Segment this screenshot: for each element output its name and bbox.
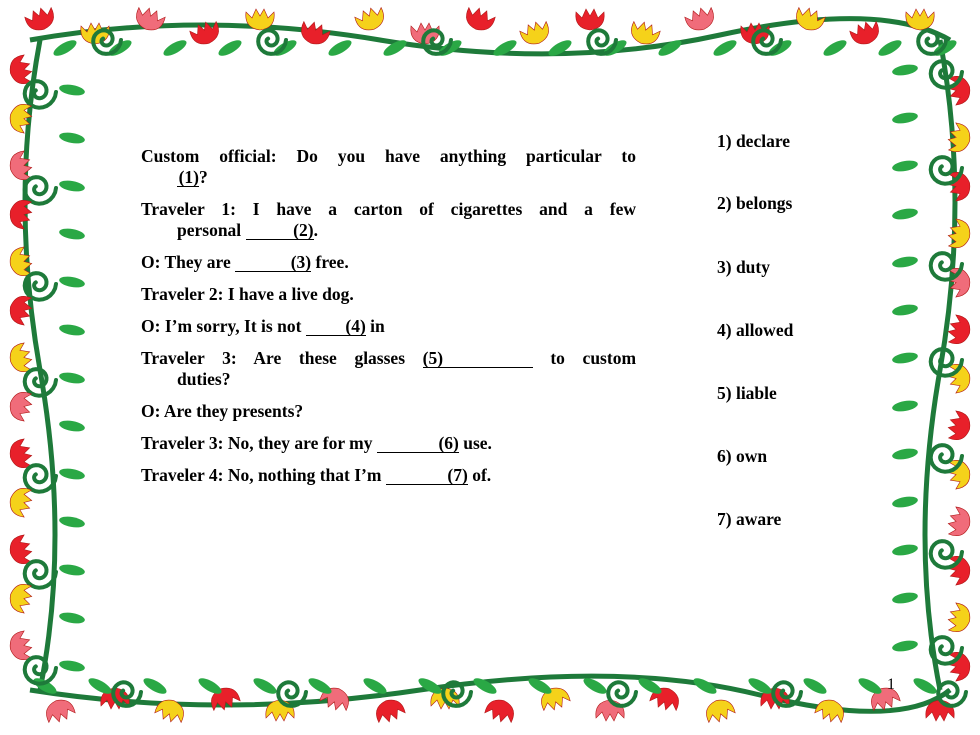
dialog-line-5	[141, 316, 636, 337]
leaf	[821, 37, 849, 59]
blank-2: (2)	[246, 221, 314, 240]
leaf	[141, 675, 169, 697]
tulip-flower	[684, 5, 718, 34]
blank-6: (6)	[377, 434, 459, 453]
leaf	[891, 111, 918, 125]
tulip-flower	[154, 696, 188, 725]
leaf	[711, 37, 739, 59]
dialog-text	[141, 146, 636, 497]
tulip-flower	[133, 5, 167, 34]
blank-7: (7)	[386, 466, 468, 485]
blank-5: (5)	[423, 349, 533, 368]
word-bank-item: 1) declare	[717, 131, 791, 151]
punct: .	[313, 220, 318, 240]
vine-spiral	[25, 177, 56, 204]
leaf	[86, 675, 114, 697]
dialog-line-1	[141, 146, 636, 188]
word-bank-item: 4) allowed	[717, 320, 794, 340]
leaf	[51, 37, 79, 59]
leaf	[891, 303, 918, 317]
leaf	[876, 37, 904, 59]
vine-spiral	[931, 157, 962, 184]
tulip-flower	[7, 485, 35, 518]
tulip-flower	[793, 5, 827, 34]
leaf	[891, 255, 918, 269]
vine-spiral	[931, 445, 962, 472]
dialog-line-1b	[141, 167, 636, 188]
leaf	[891, 591, 918, 605]
text: of.	[472, 465, 492, 485]
blank-3: (3)	[235, 253, 311, 272]
tulip-flower	[373, 696, 407, 725]
vine-spiral	[931, 541, 962, 568]
tulip-flower	[596, 700, 624, 721]
page-number: 1	[887, 676, 895, 693]
leaf	[891, 63, 918, 77]
leaf	[58, 275, 85, 289]
blank-1: (1)	[178, 167, 199, 187]
leaf	[216, 37, 244, 59]
leaf	[891, 447, 918, 461]
tulip-flower	[849, 19, 883, 48]
leaf	[58, 83, 85, 97]
leaf	[306, 675, 334, 697]
leaf	[58, 179, 85, 193]
vine-spiral	[25, 561, 56, 588]
word-bank-item: 5) liable	[717, 383, 777, 403]
leaf	[911, 675, 939, 697]
dialog-line-7: O: Are they presents?	[141, 401, 304, 421]
word-bank-item: 6) own	[717, 446, 768, 466]
vine-left	[25, 40, 55, 690]
tulip-flower	[484, 696, 518, 725]
leaf	[58, 467, 85, 481]
text: O: They are	[141, 252, 231, 272]
dialog-line-2	[141, 199, 636, 241]
leaf	[58, 659, 85, 673]
tulip-flower	[463, 5, 497, 34]
leaf	[891, 351, 918, 365]
vine-spiral	[258, 30, 286, 54]
leaf	[58, 131, 85, 145]
leaf	[58, 227, 85, 241]
text: Traveler 4: No, nothing that I’m	[141, 465, 382, 485]
leaf	[801, 675, 829, 697]
dialog-line-6	[141, 348, 636, 390]
tulip-flower	[24, 5, 58, 34]
dialog-line-2a: Traveler 1: I have a carton of cigarettes and a few	[141, 199, 636, 219]
leaf	[891, 207, 918, 221]
tulip-flower	[946, 602, 974, 635]
leaf	[891, 639, 918, 653]
text: O: I’m sorry, It is not	[141, 316, 302, 336]
leaf	[251, 675, 279, 697]
tulip-flower	[354, 5, 388, 34]
vine-spiral	[931, 349, 962, 376]
tulip-flower	[946, 506, 974, 539]
text: personal	[177, 220, 242, 240]
tulip-flower	[43, 696, 77, 725]
tulip-flower	[946, 218, 974, 251]
text: to custom	[550, 348, 637, 368]
dialog-line-1a: Custom official: Do you have anything particular to	[141, 146, 636, 166]
tulip-flower	[7, 581, 35, 614]
leaf	[891, 159, 918, 173]
leaf	[58, 419, 85, 433]
tulip-flower	[7, 197, 35, 230]
dialog-line-6a	[141, 348, 636, 369]
leaf	[891, 399, 918, 413]
vine-spiral	[931, 253, 962, 280]
vine-spiral	[608, 682, 636, 706]
dialog-line-2b	[141, 220, 636, 241]
dialog-line-6b: duties?	[177, 369, 231, 389]
word-bank-item: 2) belongs	[717, 193, 793, 213]
word-bank-item: 3) duty	[717, 257, 770, 277]
leaf	[58, 323, 85, 337]
text: use.	[463, 433, 492, 453]
leaf	[58, 563, 85, 577]
tulip-flower	[519, 19, 553, 48]
dialog-line-3	[141, 252, 636, 273]
leaf	[891, 543, 918, 557]
text: in	[370, 316, 385, 336]
word-bank-item: 7) aware	[717, 509, 782, 529]
leaf	[326, 37, 354, 59]
dialog-line-4: Traveler 2: I have a live dog.	[141, 284, 354, 304]
text: Traveler 3: No, they are for my	[141, 433, 373, 453]
leaf	[161, 37, 189, 59]
dialog-line-9	[141, 465, 636, 486]
tulip-flower	[946, 410, 974, 443]
leaf	[891, 495, 918, 509]
leaf	[196, 675, 224, 697]
blank-4: (4)	[306, 317, 366, 336]
tulip-flower	[298, 19, 332, 48]
punct: ?	[199, 167, 208, 187]
leaf	[58, 611, 85, 625]
tulip-flower	[814, 696, 848, 725]
tulip-flower	[7, 389, 35, 422]
leaf	[58, 515, 85, 529]
leaf	[58, 371, 85, 385]
tulip-flower	[576, 9, 604, 30]
text: free.	[315, 252, 349, 272]
dialog-line-8	[141, 433, 636, 454]
tulip-flower	[703, 696, 737, 725]
text: Traveler 3: Are these glasses	[141, 348, 406, 368]
leaf	[856, 675, 884, 697]
